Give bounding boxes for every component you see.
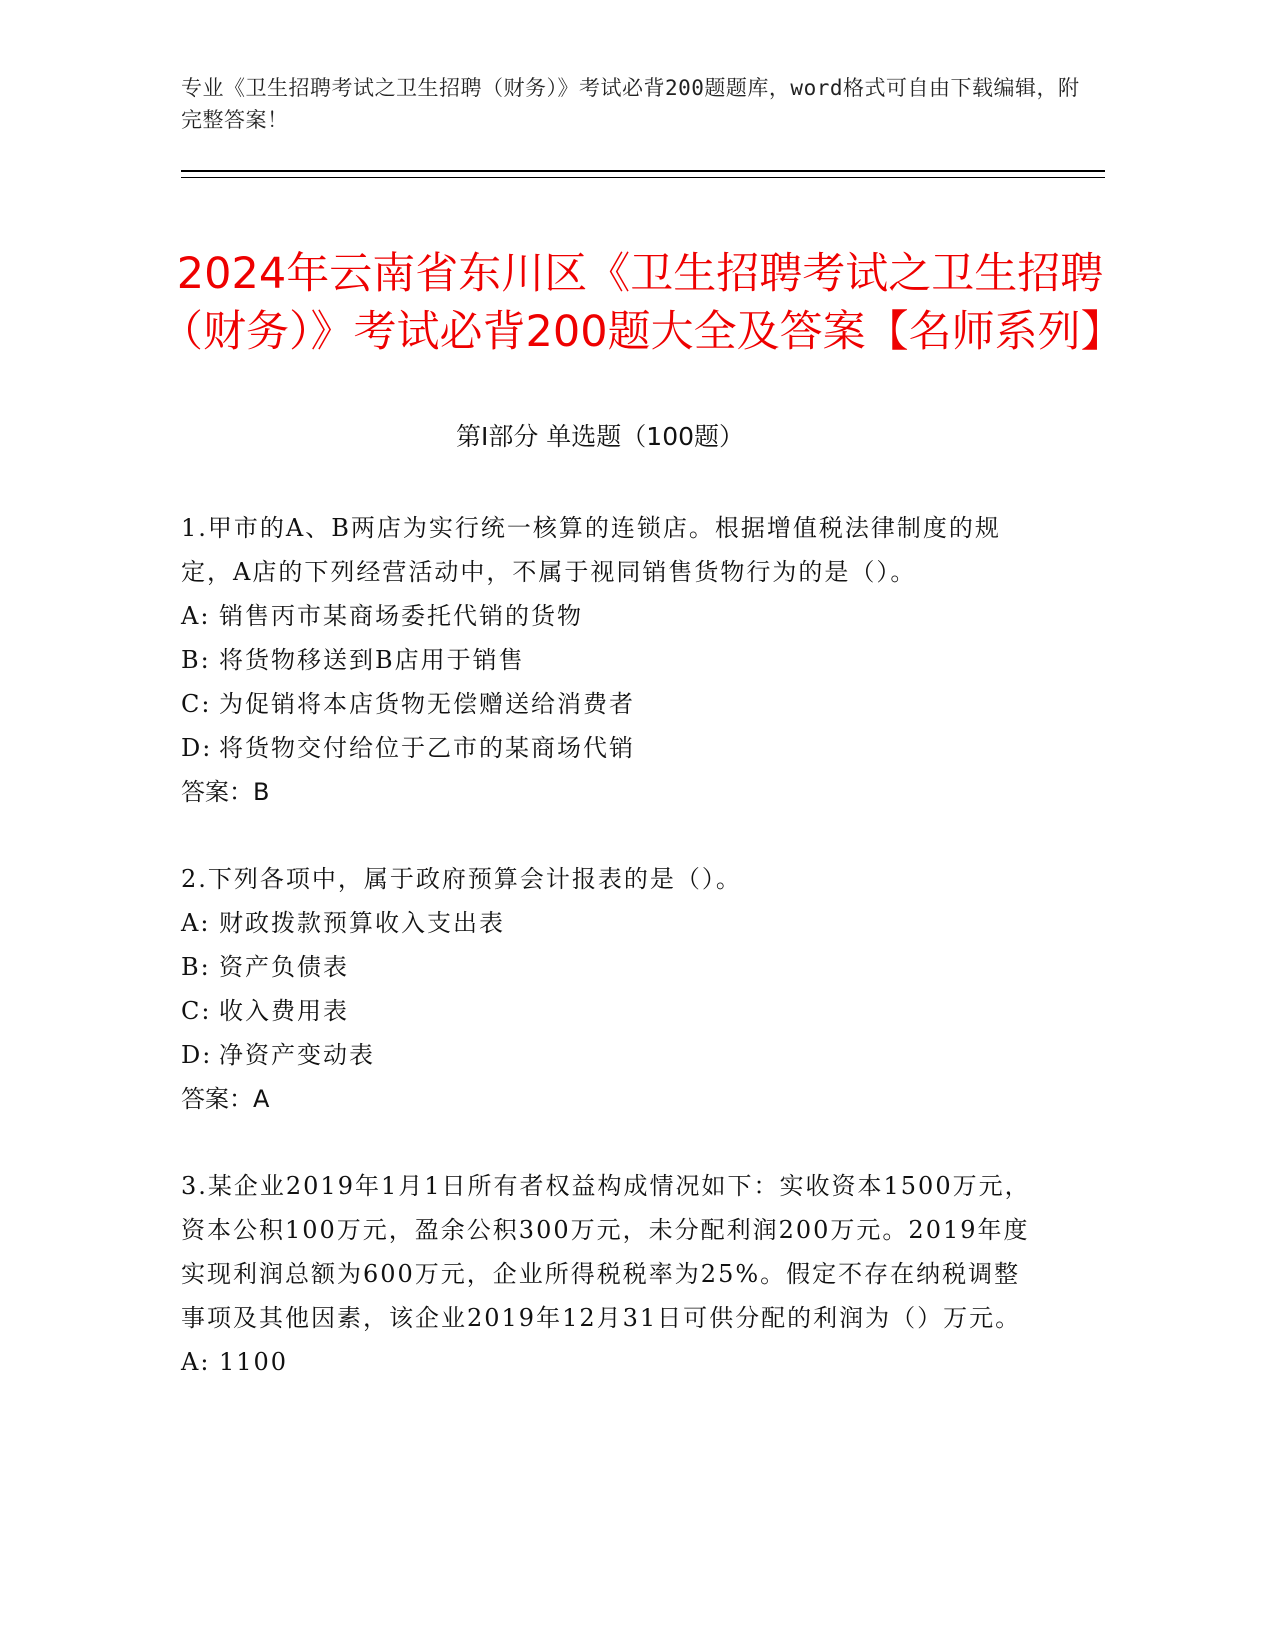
option-key: D: [181, 1041, 213, 1069]
option-text: 将货物交付给位于乙市的某商场代销 [219, 734, 635, 762]
option-text: 1100 [219, 1348, 289, 1376]
question-stem: 2.下列各项中，属于政府预算会计报表的是（）。 [181, 865, 742, 893]
option-text: 销售丙市某商场委托代销的货物 [219, 602, 583, 630]
option-a [181, 1340, 1041, 1384]
question-list [181, 506, 1041, 1427]
option-text: 资产负债表 [219, 953, 349, 981]
option-d [181, 1033, 1041, 1077]
section-heading: 第Ⅰ部分 单选题（100题） [455, 422, 745, 451]
option-text: 财政拨款预算收入支出表 [219, 909, 505, 937]
question-3 [181, 1164, 1041, 1384]
question-1 [181, 506, 1041, 814]
question-stem: 3.某企业2019年1月1日所有者权益构成情况如下：实收资本1500万元，资本公积100万元，盈余公积300万元，未分配利润200万元。2019年度实现利润总额为600万元，企业所得税税率为25%。假定不存在纳税调整事项及其他因素，该企业2019年12月31日可供分配的利润为（）万元。 [181, 1172, 1031, 1332]
option-text: 为促销将本店货物无偿赠送给消费者 [219, 690, 635, 718]
option-text: 收入费用表 [219, 997, 349, 1025]
question-stem: 1.甲市的A、B两店为实行统一核算的连锁店。根据增值税法律制度的规定，A店的下列经营活动中，不属于视同销售货物行为的是（）。 [181, 514, 1001, 586]
option-b [181, 945, 1041, 989]
option-key: A: [181, 602, 211, 630]
option-a [181, 594, 1041, 638]
answer-line: 答案：B [181, 778, 270, 806]
header-rule-thin [181, 177, 1105, 178]
option-a [181, 901, 1041, 945]
header-rule-thick [181, 170, 1105, 172]
option-key: A: [181, 1348, 211, 1376]
option-key: C: [181, 997, 212, 1025]
question-2 [181, 857, 1041, 1121]
option-key: B: [181, 953, 211, 981]
option-c [181, 682, 1041, 726]
option-key: C: [181, 690, 212, 718]
option-key: B: [181, 646, 211, 674]
option-text: 净资产变动表 [219, 1041, 375, 1069]
option-d [181, 726, 1041, 770]
option-b [181, 638, 1041, 682]
option-key: A: [181, 909, 211, 937]
option-c [181, 989, 1041, 1033]
option-text: 将货物移送到B店用于销售 [219, 646, 525, 674]
option-key: D: [181, 734, 213, 762]
document-title: 2024年云南省东川区《卫生招聘考试之卫生招聘（财务）》考试必背200题大全及答案【名师系列】 [160, 248, 1124, 357]
answer-line: 答案：A [181, 1085, 270, 1113]
header-note: 专业《卫生招聘考试之卫生招聘（财务）》考试必背200题题库，word格式可自由下载编辑，附完整答案！ [181, 76, 1080, 132]
